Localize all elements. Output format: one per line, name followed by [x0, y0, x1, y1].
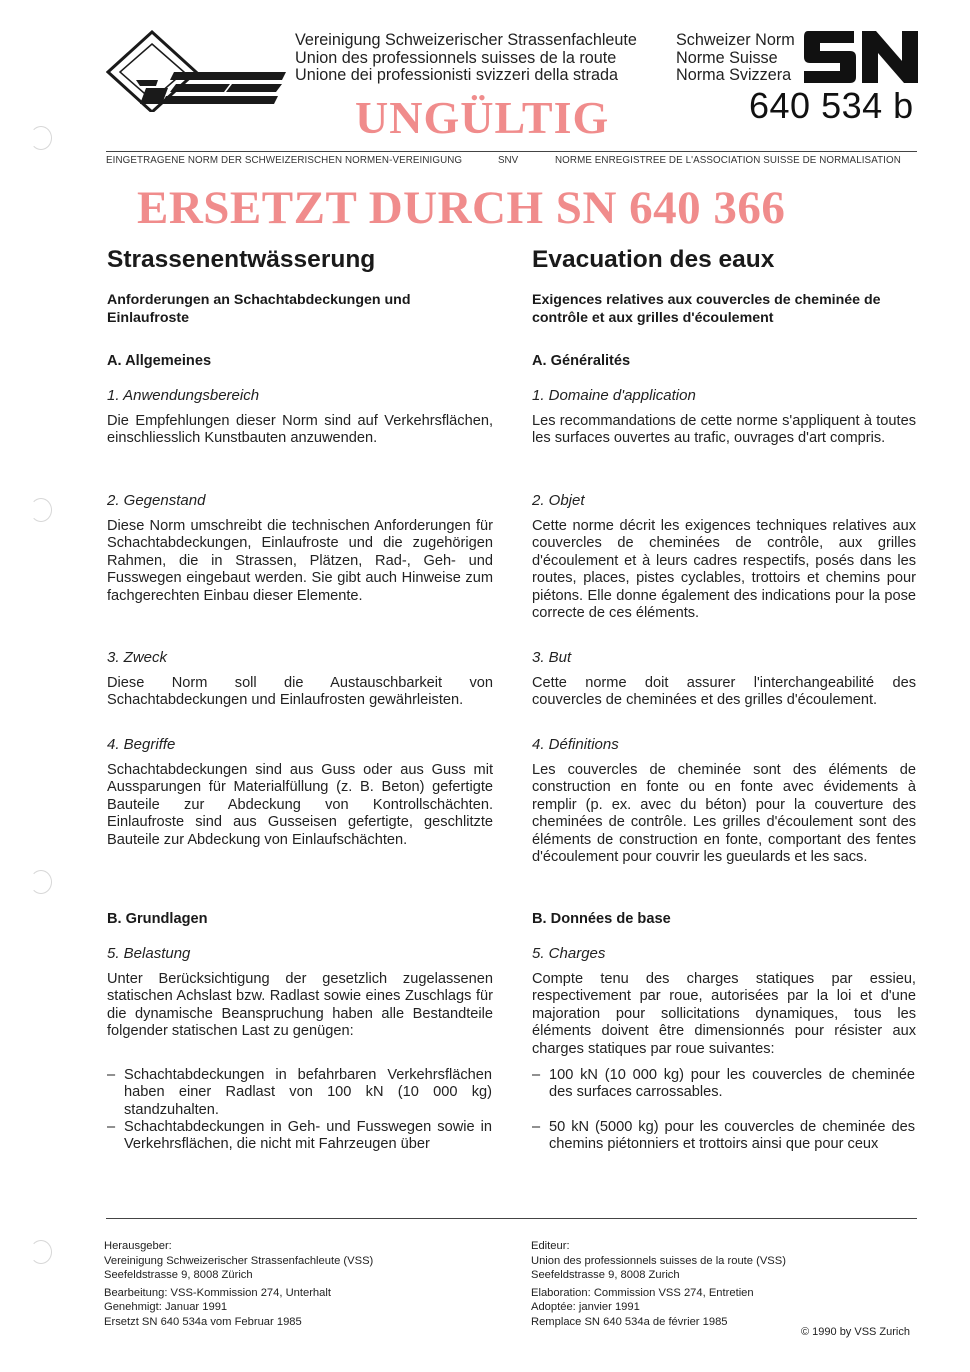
s5-text-de: Unter Berücksichtigung der gesetzlich zugelassenen statischen Achslast bzw. Radlast sowie eines Zuschlags für die dynamische Beanspruchung haben alle Bestandteile folgender statischen Last zu genügen: — [107, 971, 493, 1040]
s1-text-de: Die Empfehlungen dieser Norm sind auf Verkehrsflächen, einschliesslich Kunstbauten anzuwenden. — [107, 413, 493, 447]
s4-text-de: Schachtabdeckungen sind aus Guss oder aus Guss mit Aussparungen für Materialfüllung (z. B. Beton) gefertigte Bauteile zur Abdeckung von Kontrollschächten. Einlaufroste sind aus Gusseisen gefertigte, geschlitzte Bauteile zur Abdeckung von Einlaufschächten. — [107, 762, 493, 848]
copyright-notice: © 1990 by VSS Zurich — [801, 1326, 910, 1338]
replaces-fr: Remplace SN 640 534a de février 1985 — [531, 1315, 728, 1328]
norm-label-it: Norma Svizzera — [676, 66, 792, 84]
publisher-address-de: Seefeldstrasse 9, 8008 Zürich — [104, 1269, 253, 1282]
norm-type-labels — [676, 32, 795, 85]
vss-logo — [106, 30, 288, 112]
punch-hole-mark — [30, 1240, 52, 1264]
subtitle-fr: Exigences relatives aux couvercles de cheminée de contrôle et aux grilles d'écoulement — [532, 292, 881, 326]
edited-by-de: Bearbeitung: VSS-Kommission 274, Unterhalt — [104, 1286, 331, 1299]
footer-imprint-fr — [531, 1239, 786, 1330]
punch-hole-mark — [30, 126, 52, 150]
approved-fr: Adoptée: janvier 1991 — [531, 1301, 640, 1314]
publisher-label-fr: Editeur: — [531, 1240, 570, 1252]
header-divider — [106, 151, 917, 152]
s4-heading-fr: 4. Définitions — [532, 736, 619, 753]
s4-heading-de: 4. Begriffe — [107, 736, 176, 753]
registration-snv: SNV — [498, 155, 519, 166]
section-a-heading-de: A. Allgemeines — [107, 353, 212, 369]
s5-text-fr: Compte tenu des charges statiques par essieu, respectivement par roue, autorisées par la loi et d'une majoration pour sollicitations dynamiques, tous les éléments doivent être dimensionnés pour résister aux charges statiques par roue suivantes: — [532, 971, 916, 1057]
s3-heading-de: 3. Zweck — [107, 649, 168, 666]
approved-de: Genehmigt: Januar 1991 — [104, 1301, 228, 1314]
section-b-heading-de: B. Grundlagen — [107, 911, 208, 927]
registration-note-de: EINGETRAGENE NORM DER SCHWEIZERISCHEN NORMEN-VEREINIGUNG — [106, 155, 463, 166]
invalid-stamp: UNGÜLTIG — [355, 92, 610, 143]
section-b-heading-fr: B. Données de base — [532, 911, 671, 927]
s2-text-de: Diese Norm umschreibt die technischen Anforderungen für Schachtabdeckungen, Einlaufroste und die zugehörigen Rahmen, die in Strassen, Plätzen, Rad-, Geh- und Fusswegen eingebaut werden. Sie gibt auch Hinweise zum fachgerechten Einbau dieser Elemente. — [107, 518, 493, 604]
s5-heading-fr: 5. Charges — [532, 945, 606, 962]
association-name-fr: Union des professionnels suisses de la route — [295, 48, 617, 67]
list-item: – 100 kN (10 000 kg) pour les couvercles de cheminée des surfaces carrossables. — [532, 1067, 915, 1101]
s3-heading-fr: 3. But — [532, 649, 572, 666]
list-item: – Schachtabdeckungen in befahrbaren Verkehrsflächen haben einer Radlast von 100 kN (10 000 kg) standzuhalten. — [107, 1067, 492, 1118]
registration-note-fr: NORME ENREGISTREE DE L'ASSOCIATION SUISSE DE NORMALISATION — [555, 155, 901, 166]
s1-text-fr: Les recommandations de cette norme s'appliquent à toutes les surfaces ouvertes au trafic, ouvrages d'art compris. — [532, 413, 916, 447]
s1-heading-fr: 1. Domaine d'application — [532, 387, 696, 404]
association-name-de: Vereinigung Schweizerischer Strassenfachleute — [295, 31, 637, 49]
publisher-address-fr: Seefeldstrasse 9, 8008 Zurich — [531, 1269, 680, 1282]
section-a-heading-fr: A. Généralités — [532, 353, 631, 369]
publisher-name-fr: Union des professionnels suisses de la route (VSS) — [531, 1254, 786, 1267]
s5-heading-de: 5. Belastung — [107, 945, 191, 962]
subtitle-de: Anforderungen an Schachtabdeckungen und Einlaufroste — [107, 292, 411, 326]
norm-number: 640 534 b — [749, 85, 914, 126]
s4-text-fr: Les couvercles de cheminée sont des éléments de construction en fonte ou en fonte avec évidements à remplir (p. ex. avec du béton) pour la couverture des cheminées de contrôle. Les grilles d'écoulement sont des éléments de construction en fonte, comportant des fentes d'écoulement pour couvrir les gueulards et les sacs. — [532, 762, 916, 866]
s3-text-de: Diese Norm soll die Austauschbarkeit von Schachtabdeckungen und Einlaufrosten gewährleisten. — [107, 675, 493, 709]
list-item: – Schachtabdeckungen in Geh- und Fusswegen sowie in Verkehrsflächen, die nicht mit Fahrzeugen über — [107, 1119, 492, 1153]
sn-logo — [802, 31, 920, 83]
s3-text-fr: Cette norme doit assurer l'interchangeabilité des couvercles de cheminées et des grilles d'écoulement. — [532, 675, 916, 709]
footer-divider — [106, 1218, 917, 1219]
s2-text-fr: Cette norme décrit les exigences techniques relatives aux couvercles de cheminées de contrôle, aux grilles d'écoulement et à leurs cadres respectifs, posés dans les routes, places, pistes cyclables, trottoirs et chemins pour piétons. Elle donne également des indications pour la pose correcte de ces éléments. — [532, 518, 916, 622]
title-fr: Evacuation des eaux — [532, 246, 775, 273]
replaced-by-stamp: ERSETZT DURCH SN 640 366 — [137, 182, 786, 234]
association-name-it: Unione dei professionisti svizzeri della strada — [295, 66, 619, 84]
publisher-name-de: Vereinigung Schweizerischer Strassenfachleute (VSS) — [104, 1254, 374, 1267]
norm-label-fr: Norme Suisse — [676, 48, 778, 67]
publisher-label-de: Herausgeber: — [104, 1240, 172, 1252]
edited-by-fr: Elaboration: Commission VSS 274, Entretien — [531, 1286, 754, 1299]
punch-hole-mark — [30, 498, 52, 522]
association-names — [295, 32, 637, 85]
s1-heading-de: 1. Anwendungsbereich — [107, 387, 260, 404]
footer-imprint-de — [104, 1239, 373, 1330]
s2-heading-fr: 2. Objet — [532, 492, 585, 509]
title-de: Strassenentwässerung — [107, 246, 376, 273]
norm-label-de: Schweizer Norm — [676, 31, 795, 49]
s2-heading-de: 2. Gegenstand — [107, 492, 206, 509]
punch-hole-mark — [30, 870, 52, 894]
list-item: – 50 kN (5000 kg) pour les couvercles de cheminée des chemins piétonniers et trottoirs ainsi que pour ceux — [532, 1119, 915, 1153]
replaces-de: Ersetzt SN 640 534a vom Februar 1985 — [104, 1315, 302, 1328]
